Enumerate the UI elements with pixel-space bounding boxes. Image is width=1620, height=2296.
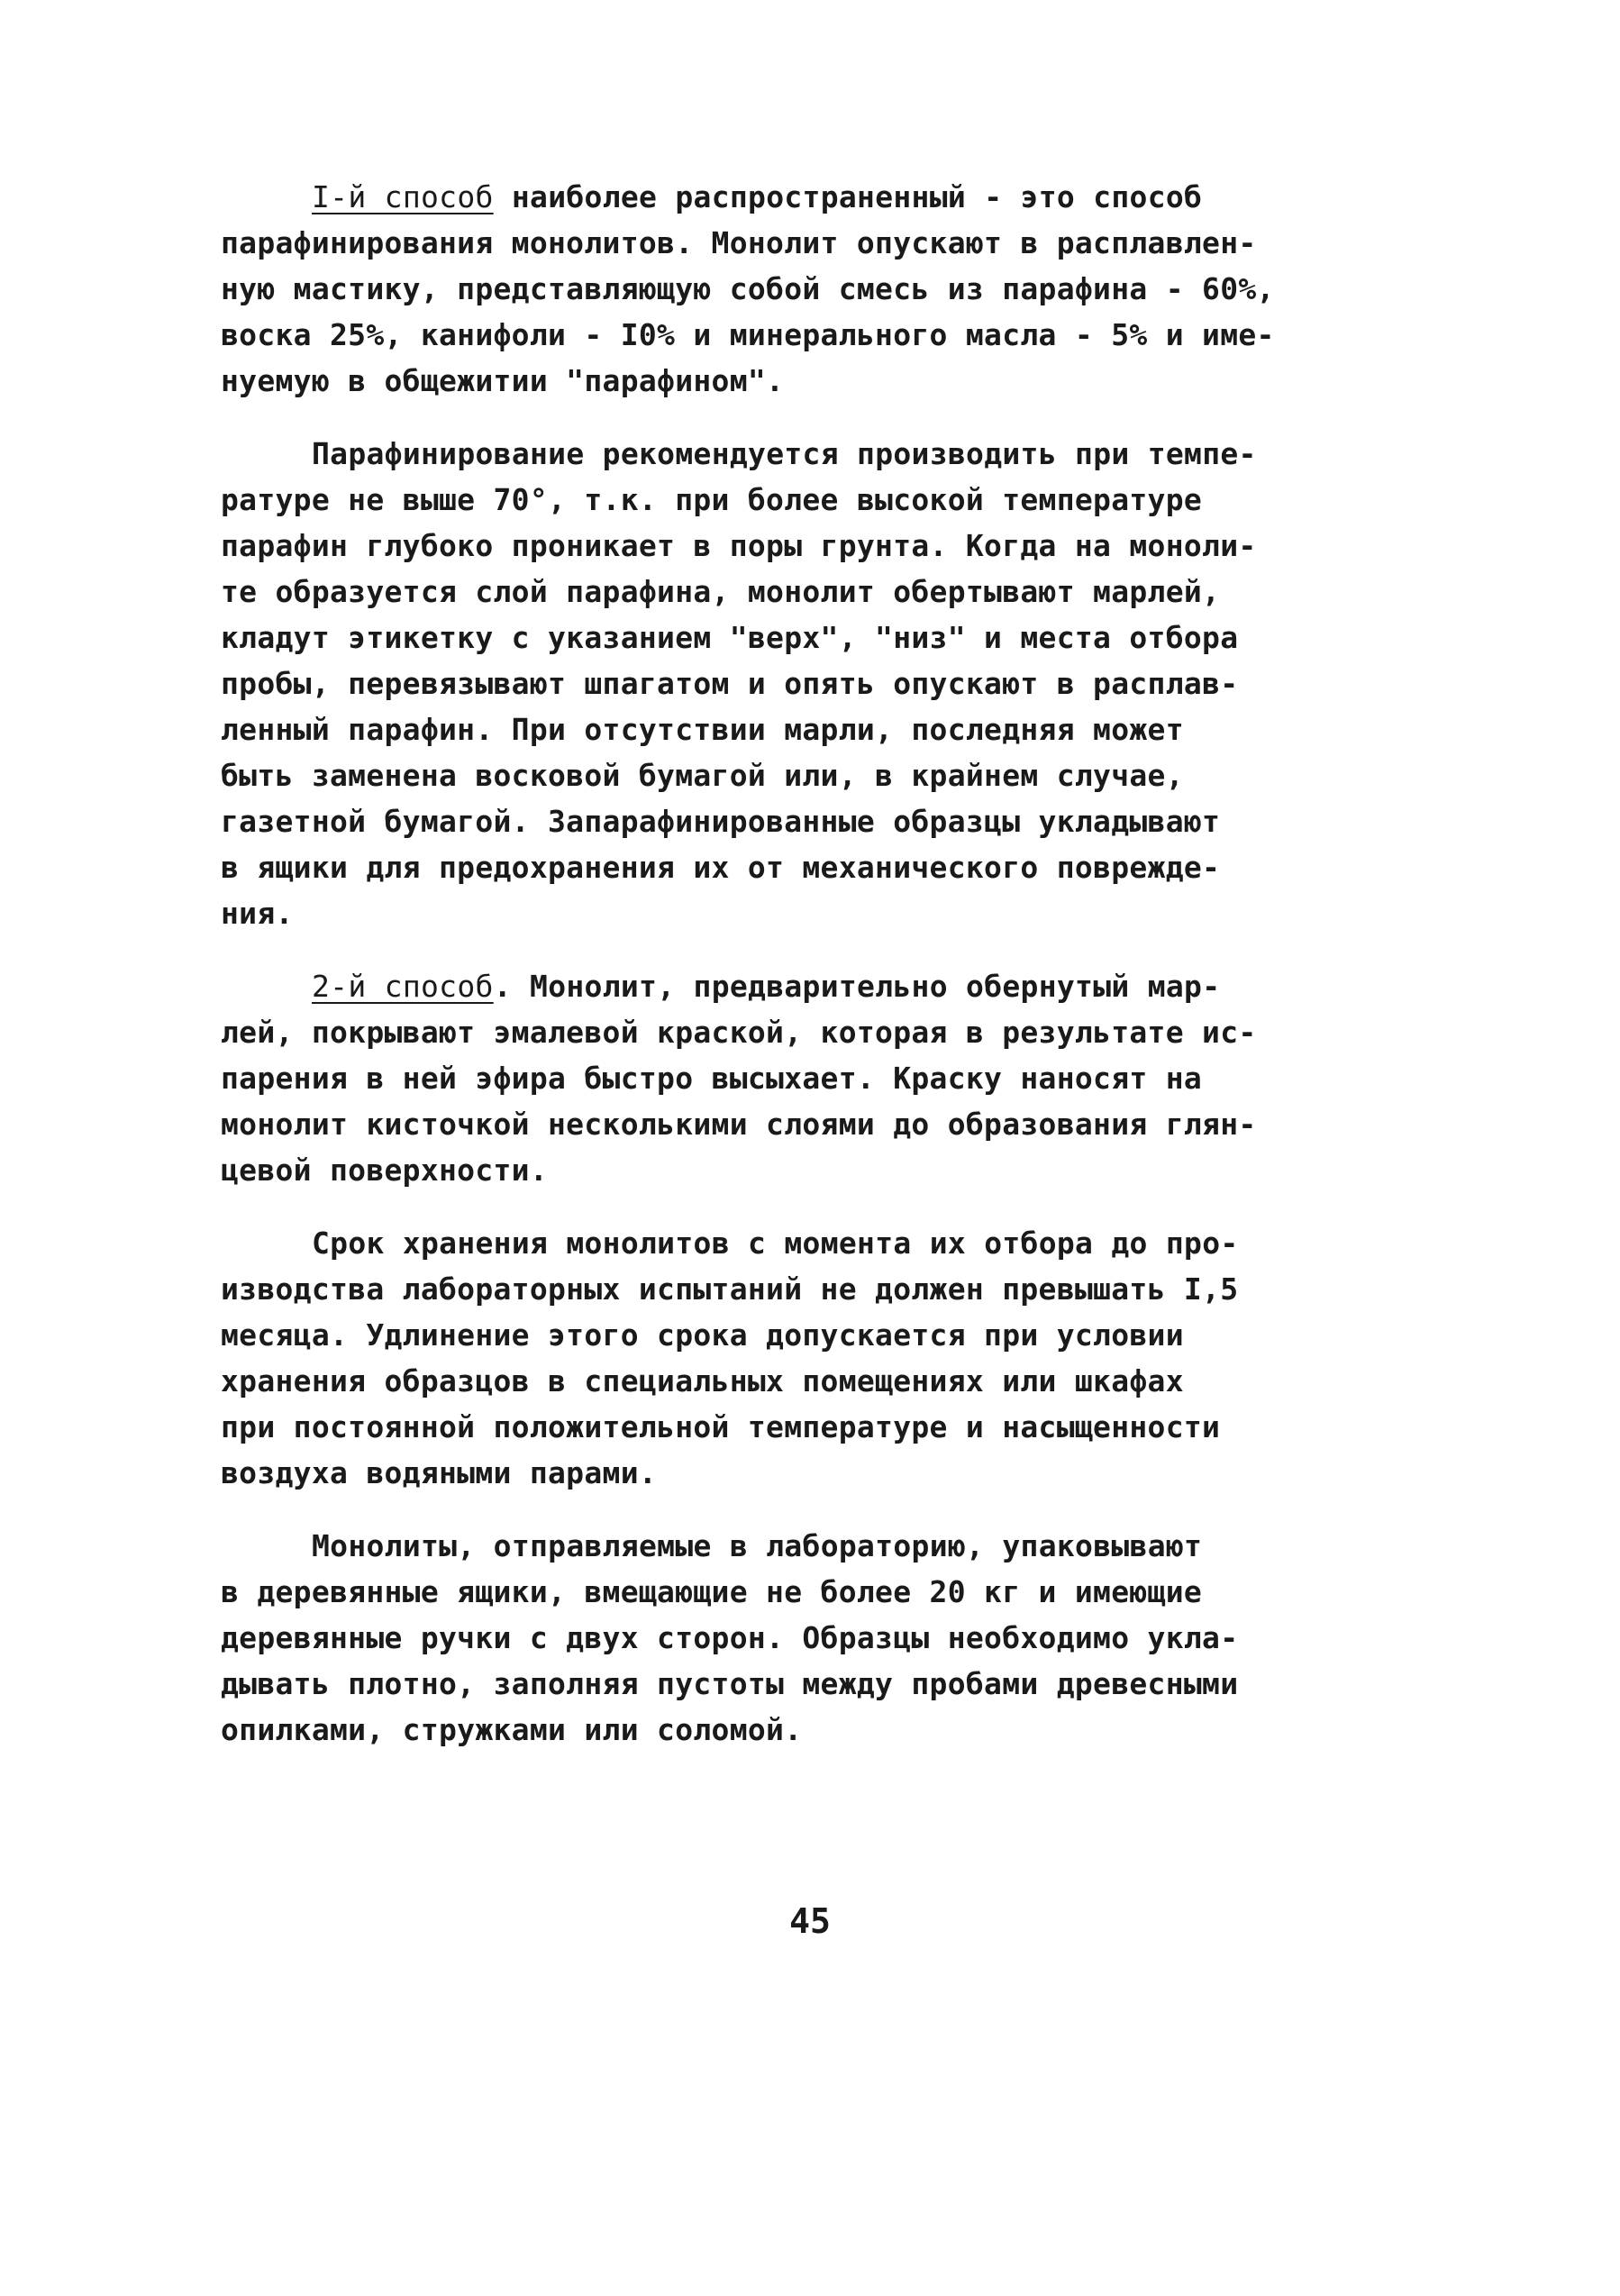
paragraph-method-2 (221, 963, 1284, 1193)
method-2-heading: 2-й способ (312, 969, 494, 1004)
paragraph-packing (221, 1523, 1284, 1753)
paragraph-text: Срок хранения монолитов с момента их отбора до про- изводства лабораторных испытаний не должен превышать I,5 месяца. Удлинение этого срока допускается при условии хранения образцов в специальных помещениях или шкафах при постоянной положительной температуре и насыщенности воздуха водяными парами. (221, 1225, 1239, 1490)
paragraph-text: наиболее распространенный - это способ парафинирования монолитов. Монолит опускают в расплавлен- ную мастику, представляющую собой смесь из парафина - 60%, воска 25%, канифоли - I0% и минерального масла - 5% и име- нуемую в общежитии "парафином". (221, 179, 1275, 398)
paragraph-text: Монолиты, отправляемые в лабораторию, упаковывают в деревянные ящики, вмещающие не более 20 кг и имеющие деревянные ручки с двух сторон. Образцы необходимо укла- дывать плотно, заполняя пустоты между пробами древесными опилками, стружками или соломой. (221, 1528, 1239, 1747)
method-1-heading: I-й способ (312, 179, 494, 214)
paragraph-text: Парафинирование рекомендуется производить при темпе- ратуре не выше 70°, т.к. при более высокой температуре парафин глубоко проникает в поры грунта. Когда на моноли- те образуется слой парафина, монолит обертывают марлей, кладут этикетку с указанием "верх", "низ" и места отбора пробы, перевязывают шпагатом и опять опускают в расплав- ленный парафин. При отсутствии марли, последняя может быть заменена восковой бумагой или, в крайнем случае, газетной бумагой. Запарафинированные образцы укладывают в ящики для предохранения их от механического поврежде- ния. (221, 436, 1257, 931)
body-text (221, 174, 1284, 1780)
paragraph-text: . Монолит, предварительно обернутый мар- лей, покрывают эмалевой краской, которая в результате ис- парения в ней эфира быстро высыхает. Краску наносят на монолит кисточкой несколькими слоями до образования глян- цевой поверхности. (221, 969, 1257, 1188)
paragraph-paraffin-procedure (221, 431, 1284, 936)
paragraph-storage-term (221, 1220, 1284, 1496)
page-number: 45 (789, 1901, 831, 1941)
paragraph-method-1 (221, 174, 1284, 404)
